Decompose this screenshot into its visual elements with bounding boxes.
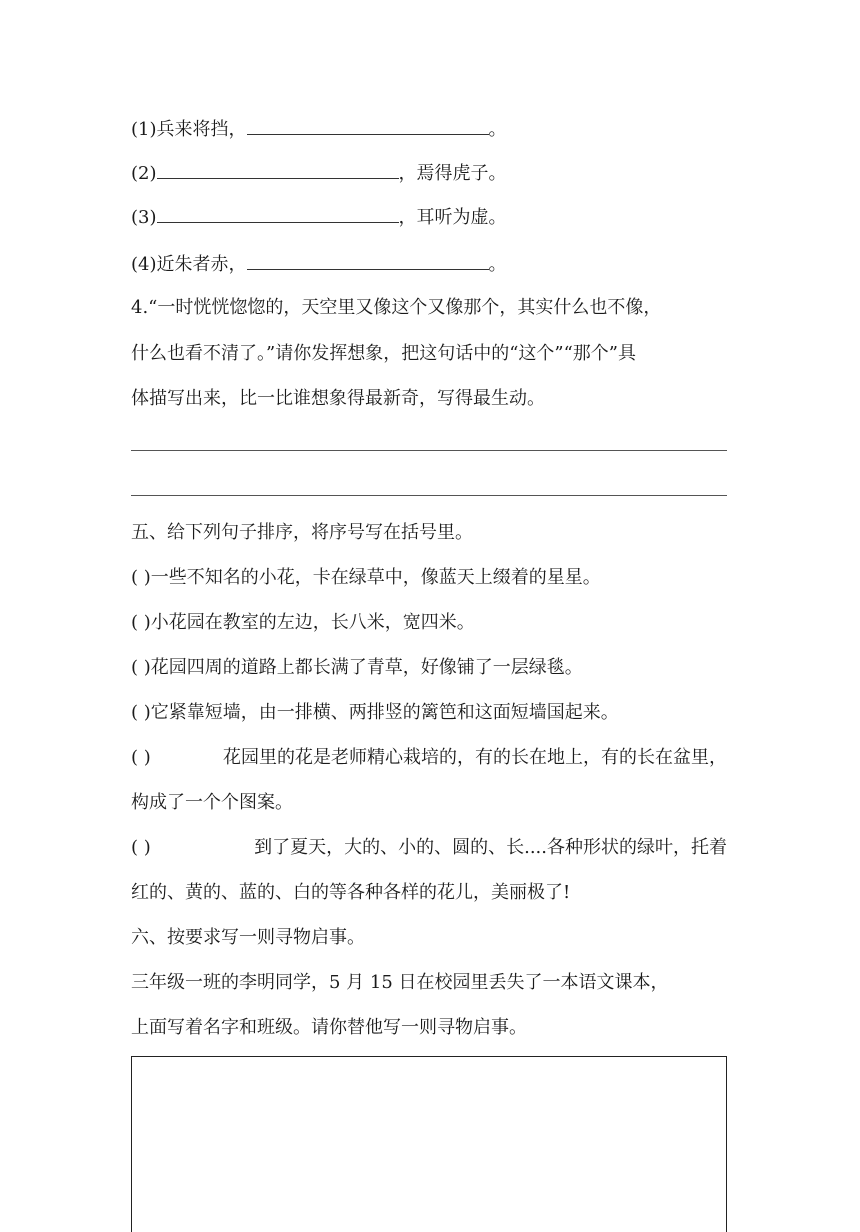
answer-blank[interactable] xyxy=(247,116,489,135)
order-bracket[interactable]: ( ) xyxy=(131,702,151,723)
fill-item-2 xyxy=(131,160,507,186)
section-6-line-1: 三年级一班的李明同学，5 月 15 日在校园里丢失了一本语文课本， xyxy=(131,972,669,993)
order-item-5 xyxy=(131,746,727,770)
fill-item-suffix: ，焉得虎子。 xyxy=(398,163,507,184)
section-6-line-2: 上面写着名字和班级。请你替他写一则寻物启事。 xyxy=(131,1017,527,1038)
fill-item-prefix: (1)兵来将挡， xyxy=(131,119,247,140)
fill-item-3 xyxy=(131,204,507,230)
order-bracket[interactable]: ( ) xyxy=(131,612,151,633)
order-text: 它紧靠短墙，由一排横、两排竖的篱笆和这面短墙国起来。 xyxy=(150,702,619,723)
order-item-3 xyxy=(131,656,583,680)
answer-blank[interactable] xyxy=(247,251,489,270)
fill-item-suffix: ，耳听为虚。 xyxy=(398,207,507,228)
order-bracket[interactable]: ( ) xyxy=(131,747,151,768)
answer-line-2[interactable] xyxy=(131,495,727,496)
q4-line-1: 4.“一时恍恍惚惚的，天空里又像这个又像那个，其实什么也不像， xyxy=(131,297,662,318)
order-text: 到了夏天，大的、小的、圆的、长....各种形状的绿叶，托着 xyxy=(254,837,727,858)
order-item-2 xyxy=(131,611,475,635)
order-bracket[interactable]: ( ) xyxy=(131,837,151,858)
order-text: 花园里的花是老师精心栽培的，有的长在地上，有的长在盆里， xyxy=(223,747,727,768)
fill-item-suffix: 。 xyxy=(488,254,507,275)
fill-item-prefix: (4)近朱者赤， xyxy=(131,254,247,275)
section-6-heading: 六、按要求写一则寻物启事。 xyxy=(131,927,365,948)
q4-line-2: 什么也看不清了。”请你发挥想象，把这句话中的“这个”“那个”具 xyxy=(131,343,637,364)
order-bracket[interactable]: ( ) xyxy=(131,567,151,588)
order-item-6-cont: 红的、黄的、蓝的、白的等各种各样的花儿，美丽极了! xyxy=(131,882,571,903)
order-item-5-cont: 构成了一个个图案。 xyxy=(131,792,293,813)
order-item-4 xyxy=(131,701,619,725)
fill-item-prefix: (2) xyxy=(131,163,157,184)
fill-item-prefix: (3) xyxy=(131,207,157,228)
fill-item-1 xyxy=(131,116,507,142)
order-text: 小花园在教室的左边，长八米，宽四米。 xyxy=(150,612,475,633)
order-text: 花园四周的道路上都长满了青草，好像铺了一层绿毯。 xyxy=(150,657,583,678)
order-text: 一些不知名的小花，卡在绿草中，像蓝天上缀着的星星。 xyxy=(150,567,601,588)
order-bracket[interactable]: ( ) xyxy=(131,657,151,678)
q4-line-3: 体描写出来，比一比谁想象得最新奇，写得最生动。 xyxy=(131,388,545,409)
answer-blank[interactable] xyxy=(157,160,399,179)
answer-box[interactable] xyxy=(131,1056,727,1232)
order-item-6 xyxy=(131,836,727,860)
fill-item-suffix: 。 xyxy=(488,119,507,140)
answer-blank[interactable] xyxy=(157,204,399,223)
order-item-1 xyxy=(131,566,601,590)
fill-item-4 xyxy=(131,251,507,277)
section-5-heading: 五、给下列句子排序，将序号写在括号里。 xyxy=(131,522,473,543)
answer-line-1[interactable] xyxy=(131,450,727,451)
